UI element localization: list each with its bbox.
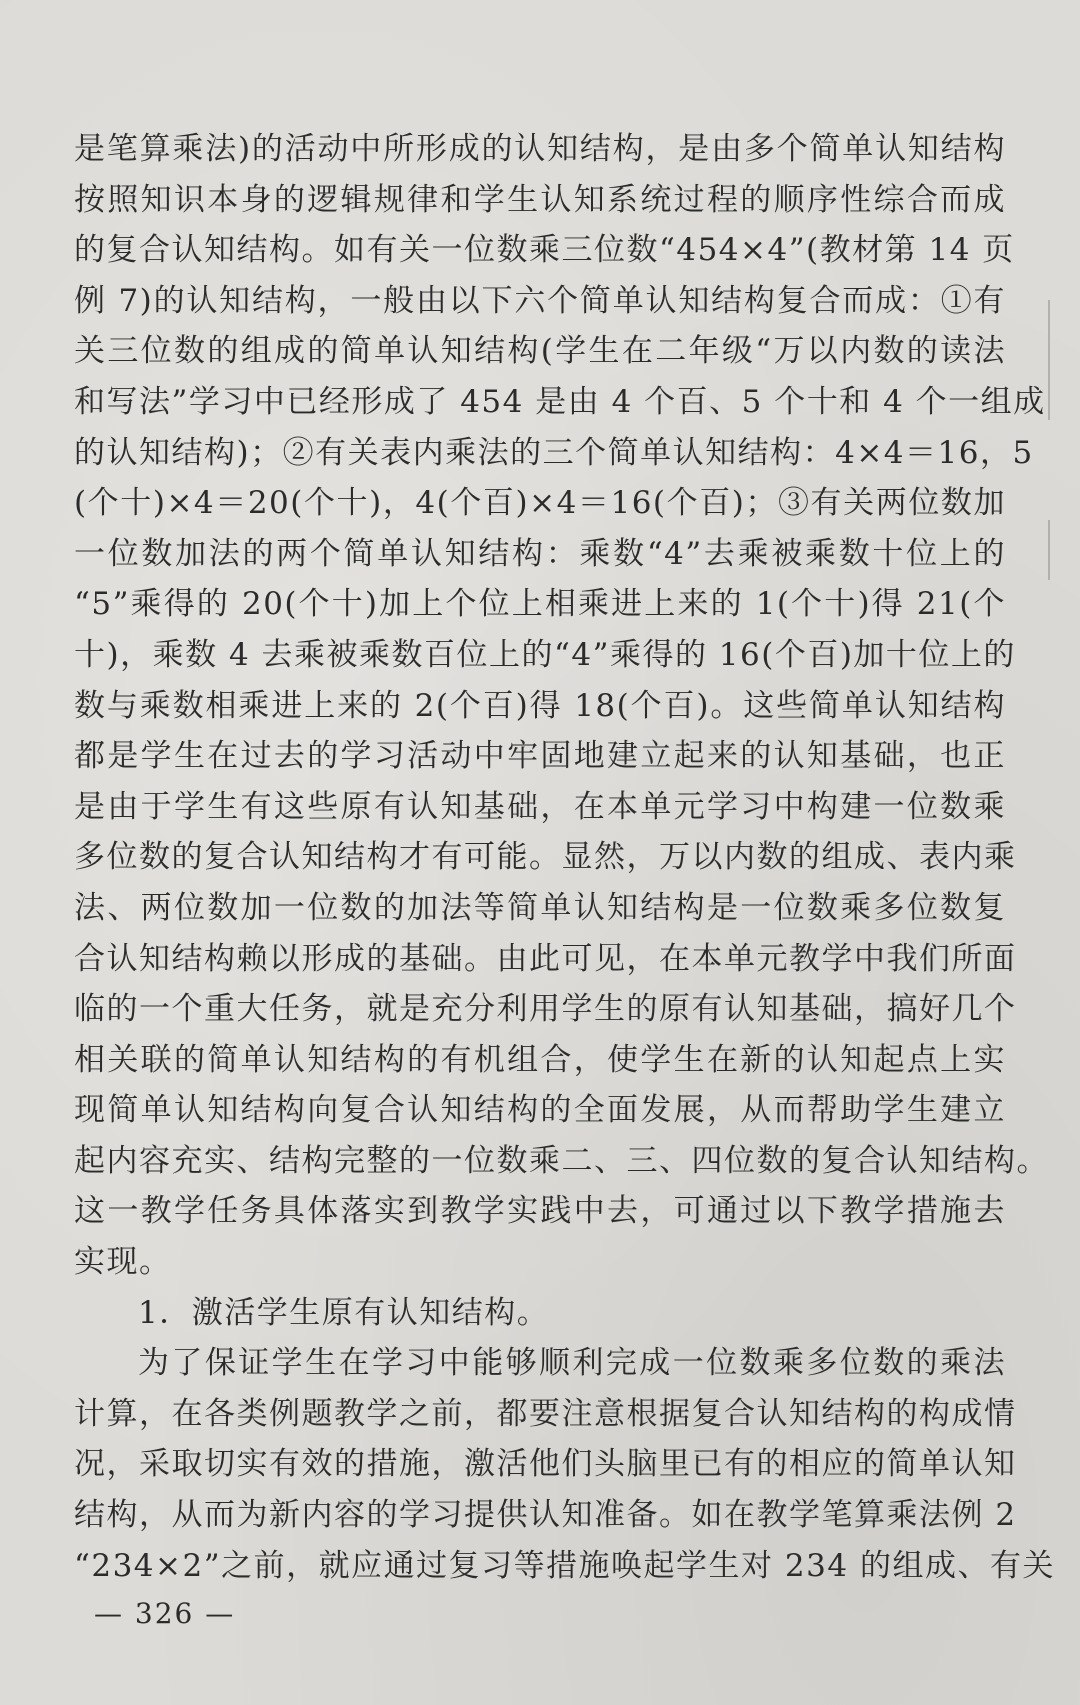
text-line: 实现。: [74, 1244, 172, 1281]
text-line: 多位数的复合认知结构才有可能。显然，万以内数的组成、表内乘: [74, 839, 1017, 876]
text-line: 起内容充实、结构完整的一位数乘二、三、四位数的复合认知结构。: [74, 1142, 1049, 1179]
text-line: 这一教学任务具体落实到教学实践中去，可通过以下教学措施去: [74, 1193, 1006, 1230]
section-heading: 1．激活学生原有认知结构。: [138, 1294, 550, 1331]
text-line: 现简单认知结构向复合认知结构的全面发展，从而帮助学生建立: [74, 1092, 1006, 1129]
text-line: 相关联的简单认知结构的有机组合，使学生在新的认知起点上实: [74, 1041, 1006, 1078]
text-line: 十)，乘数 4 去乘被乘数百位上的“4”乘得的 16(个百)加十位上的: [74, 636, 1016, 673]
text-line: 法、两位数加一位数的加法等简单认知结构是一位数乘多位数复: [74, 889, 1006, 926]
text-line: 的复合认知结构。如有关一位数乘三位数“454×4”(教材第 14 页: [74, 232, 1015, 269]
scan-edge-mark: [1048, 300, 1050, 420]
text-line: 数与乘数相乘进上来的 2(个百)得 18(个百)。这些简单认知结构: [74, 687, 1006, 724]
paragraph-line: “234×2”之前，就应通过复习等措施唤起学生对 234 的组成、有关: [74, 1547, 1055, 1584]
text-line: 按照知识本身的逻辑规律和学生认知系统过程的顺序性综合而成: [74, 181, 1006, 218]
text-line: 是笔算乘法)的活动中所形成的认知结构，是由多个简单认知结构: [74, 131, 1006, 167]
paragraph-line: 况，采取切实有效的措施，激活他们头脑里已有的相应的简单认知: [74, 1446, 1017, 1483]
text-line: 和写法”学习中已经形成了 454 是由 4 个百、5 个十和 4 个一组成: [74, 383, 1046, 420]
scan-edge-mark: [1048, 520, 1050, 580]
text-line: 例 7)的认知结构，一般由以下六个简单认知结构复合而成：①有: [74, 282, 1006, 319]
paragraph-line: 计算，在各类例题教学之前，都要注意根据复合认知结构的构成情: [74, 1395, 1017, 1432]
paragraph-line: 为了保证学生在学习中能够顺利完成一位数乘多位数的乘法: [138, 1345, 1006, 1382]
text-line: 是由于学生有这些原有认知基础，在本单元学习中构建一位数乘: [74, 788, 1006, 825]
text-line: 临的一个重大任务，就是充分利用学生的原有认知基础，搞好几个: [74, 991, 1017, 1028]
text-line: 都是学生在过去的学习活动中牢固地建立起来的认知基础，也正: [74, 738, 1006, 775]
text-line: 一位数加法的两个简单认知结构：乘数“4”去乘被乘数十位上的: [74, 535, 1006, 572]
body-text: [74, 124, 1055, 1591]
text-line: (个十)×4＝20(个十)，4(个百)×4＝16(个百)；③有关两位数加: [74, 485, 1006, 522]
text-line: 的认知结构)；②有关表内乘法的三个简单认知结构：4×4＝16，5: [74, 434, 1034, 471]
text-line: 合认知结构赖以形成的基础。由此可见，在本单元教学中我们所面: [74, 940, 1017, 977]
paragraph-line: 结构，从而为新内容的学习提供认知准备。如在教学笔算乘法例 2: [74, 1497, 1017, 1534]
text-line: 关三位数的组成的简单认知结构(学生在二年级“万以内数的读法: [74, 333, 1006, 370]
text-line: “5”乘得的 20(个十)加上个位上相乘进上来的 1(个十)得 21(个: [74, 586, 1006, 623]
page-number: — 326 —: [94, 1597, 236, 1630]
